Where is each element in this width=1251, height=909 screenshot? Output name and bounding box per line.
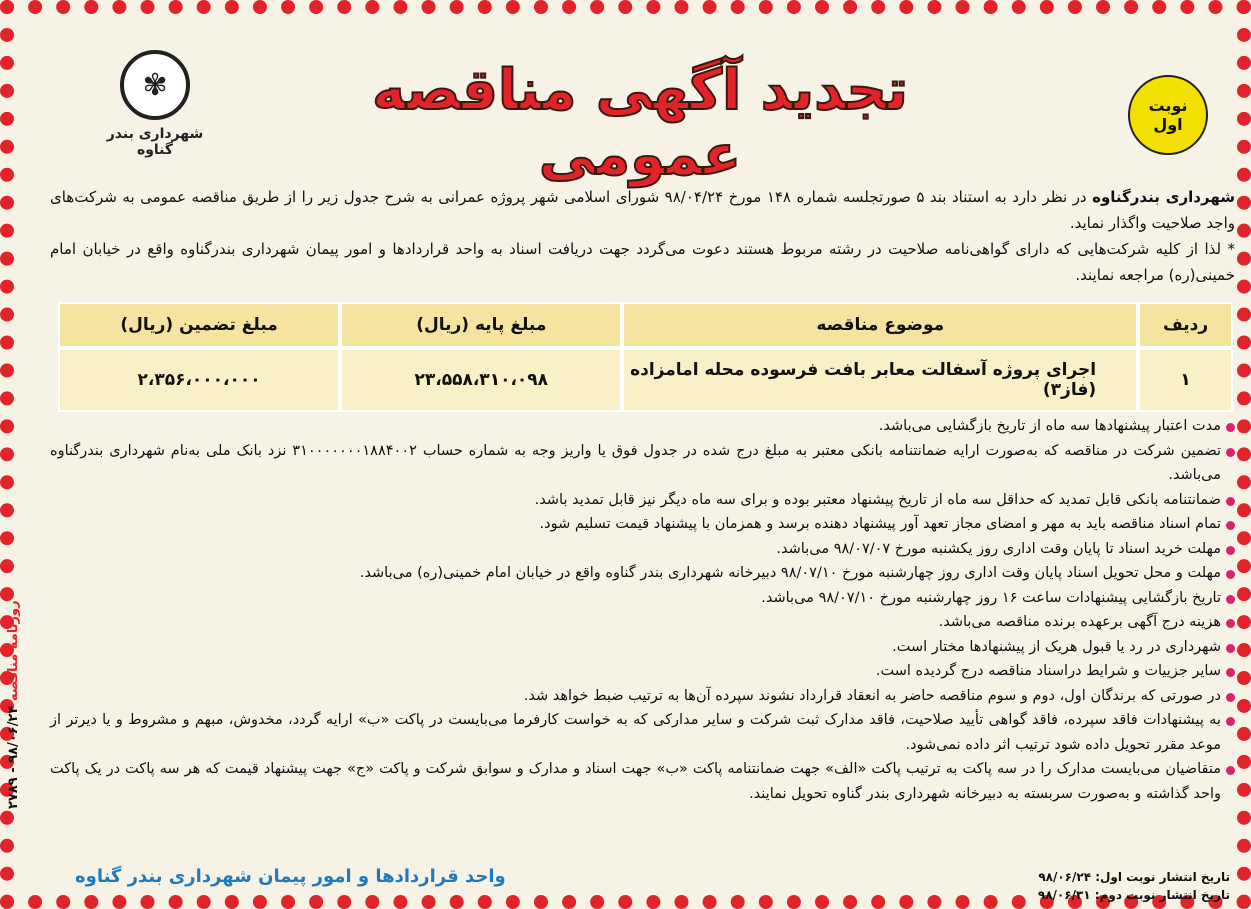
list-item-text: ضمانتنامه بانکی قابل تمدید که حداقل سه ماه از تاریخ پیشنهاد معتبر بوده و برای سه ماه دیگر نیز قابل تمدید باشد. [534,491,1221,508]
list-item-text: تضمین شرکت در مناقصه که به‌صورت ارایه ضمانتنامه بانکی معتبر به مبلغ درج شده در جدول فوق یا واریز وجه به شماره حساب ۳۱۰۰۰۰۰۰۰۱۸۸۴۰۰۲ نزد بانک ملی به‌نام شهرداری بندرگناوه می‌باشد. [50,442,1222,483]
list-item-text: تاریخ بازگشایی پیشنهادات ساعت ۱۶ روز چهارشنبه مورخ ۹۸/۰۷/۱۰ می‌باشد. [761,589,1221,606]
list-item [50,439,1235,488]
bullet-icon [1226,619,1235,628]
tender-table [58,302,1233,412]
municipality-emblem-icon: ✾ [120,50,190,120]
bullet-icon [1226,717,1235,726]
header-base-amount: مبلغ پایه (ریال) [340,302,622,348]
logo [90,50,220,158]
bullet-icon [1226,448,1235,457]
bullet-icon [1226,766,1235,775]
cell-guarantee-amount: ۲،۳۵۶،۰۰۰،۰۰۰ [58,348,340,412]
intro-paragraph-1 [50,184,1235,236]
bullet-icon [1226,423,1235,432]
list-item-text: سایر جزییات و شرایط دراسناد مناقصه درج گردیده است. [875,663,1221,679]
list-item [50,488,1235,513]
bullet-icon [1226,595,1235,604]
list-item-text: در صورتی که برندگان اول، دوم و سوم مناقصه حاضر به انعقاد قرارداد نشوند سپرده آن‌ها به ترتیب ضبط خواهد شد. [523,687,1221,704]
list-item-text: مهلت خرید اسناد تا پایان وقت اداری روز یکشنبه مورخ ۹۸/۰۷/۰۷ می‌باشد. [776,540,1221,557]
list-item [50,635,1235,660]
list-item [50,757,1235,806]
bullet-icon [1226,668,1235,677]
list-item [50,512,1235,537]
list-item [50,586,1235,611]
list-item-text: مدت اعتبار پیشنهادها سه ماه از تاریخ بازگشایی می‌باشد. [878,418,1221,434]
cell-base-amount: ۲۳،۵۵۸،۳۱۰،۰۹۸ [340,348,622,412]
header-row-number: ردیف [1138,302,1233,348]
list-item [50,708,1235,757]
notice-body [20,20,1235,902]
conditions-list [50,414,1235,806]
list-item-text: متقاضیان می‌بایست مدارک را در سه پاکت به ترتیب پاکت «الف» جهت ضمانتنامه پاکت «ب» جهت اسناد و مدارک و سوابق شرکت و پاکت «ج» جهت پیشنهاد قیمت که هر سه پاکت در یک پاکت واحد گذاشته و به‌صورت سربسته به دبیرخانه شهرداری بندر گناوه تحویل نمایند. [50,761,1221,802]
bullet-icon [1226,693,1235,702]
badge-line2: اول [1153,115,1183,134]
issuing-unit: واحد قراردادها و امور پیمان شهرداری بندر گناوه [75,866,506,887]
list-item [50,561,1235,586]
list-item [50,684,1235,709]
intro-p1: در نظر دارد به استناد بند ۵ صورتجلسه شماره ۱۴۸ مورخ ۹۸/۰۴/۲۴ شورای اسلامی شهر پروژه عمرانی به شرح جدول زیر را از طریق مناقصه عمومی به شرکت‌های واجد صلاحیت واگذار نماید. [50,188,1235,232]
publication-date-first: تاریخ انتشار نوبت اول: ۹۸/۰۶/۲۴ [1038,870,1230,884]
badge-line1: نوبت [1148,95,1188,115]
table-row [58,348,1233,412]
side-code: ۹۸/۰۶/۲۴ - ۲۷۸۹ [6,705,21,810]
table-header-row [58,302,1233,348]
publication-dates [1020,868,1230,904]
list-item-text: تمام اسناد مناقصه باید به مهر و امضای مجاز تعهد آور پیشنهاد دهنده برسد و همزمان با پیشنهاد قیمت تسلیم شود. [539,516,1221,532]
list-item [50,659,1235,684]
intro-lead: شهرداری بندرگناوه [1092,188,1235,206]
list-item-text: هزینه درج آگهی برعهده برنده مناقصه می‌باشد. [938,614,1221,630]
list-item-text: مهلت و محل تحویل اسناد پایان وقت اداری روز چهارشنبه مورخ ۹۸/۰۷/۱۰ دبیرخانه شهرداری بندر گناوه واقع در خیابان امام خمینی(ره) می‌باشد. [359,565,1221,581]
bullet-icon [1226,644,1235,653]
list-item-text: شهرداری در رد یا قبول هریک از پیشنهادها مختار است. [892,638,1221,655]
intro-text [50,184,1235,288]
bullet-icon [1226,546,1235,555]
header-guarantee-amount: مبلغ تضمین (ریال) [58,302,340,348]
bullet-icon [1226,497,1235,506]
bullet-icon [1226,521,1235,530]
publication-date-second: تاریخ انتشار نوبت دوم: ۹۸/۰۶/۳۱ [1037,888,1230,902]
header-subject: موضوع مناقصه [622,302,1138,348]
cell-subject: اجرای پروژه آسفالت معابر بافت فرسوده محله امامزاده (فاز۳) [622,348,1138,412]
side-caption [6,570,30,840]
list-item [50,537,1235,562]
round-badge [1128,75,1208,155]
bullet-icon [1226,570,1235,579]
side-brand: روزنامه مناقصه [6,600,21,702]
list-item-text: به پیشنهادات فاقد سپرده، فاقد گواهی تأیید صلاحیت، فاقد مدارک ثبت شرکت و سایر مدارکی که به خواست کارفرما می‌بایست در پاکت «ب» ارایه گردد، مخدوش، مبهم و مشروط و یا دیرتر از موعد مقرر تحویل داده شود ترتیب اثر داده نمی‌شود. [50,712,1221,753]
page-title: تجدید آگهی مناقصه عمومی [372,58,908,188]
list-item [50,610,1235,635]
intro-paragraph-2: * لذا از کلیه شرکت‌هایی که دارای گواهی‌نامه صلاحیت در رشته مربوط هستند دعوت می‌گردد جهت دریافت اسناد به واحد قراردادها و امور پیمان شهرداری بندرگناوه واقع در خیابان امام خمینی(ره) مراجعه نمایند. [50,240,1235,284]
logo-caption: شهرداری بندر گناوه [106,126,204,158]
list-item [50,414,1235,439]
cell-row-number: ۱ [1138,348,1233,412]
